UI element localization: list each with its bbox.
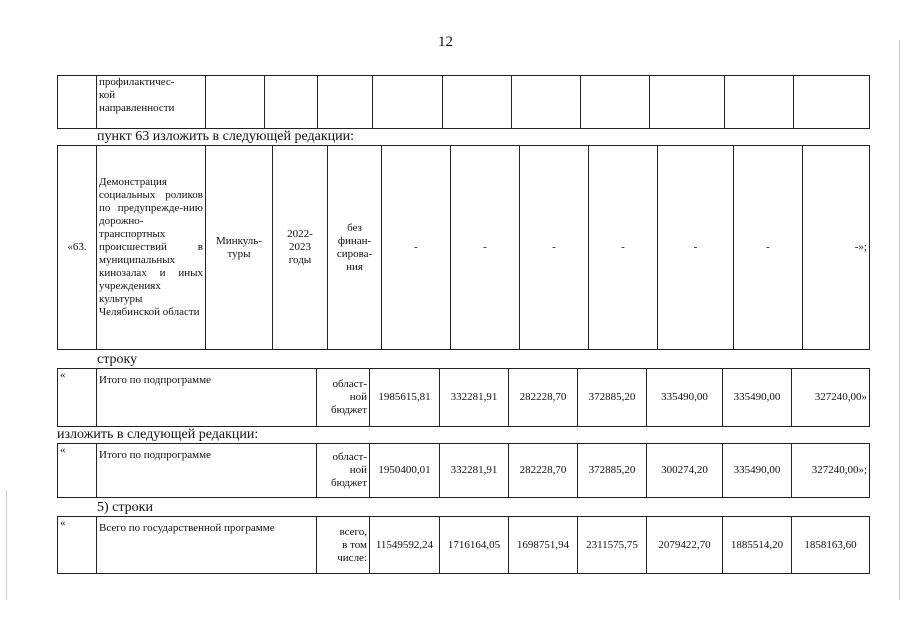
table-cell (206, 76, 265, 129)
value-cell: 300274,20 (647, 444, 723, 498)
row-name: профилактичес- кой направленности (97, 76, 206, 129)
value-cell: 1716164,05 (440, 517, 509, 574)
funding-source: без финан- сирова- ния (328, 146, 382, 350)
table-cell (265, 76, 318, 129)
table-row-new-total (57, 443, 870, 498)
quote-mark: « (58, 369, 97, 427)
value-cell: 282228,70 (509, 369, 578, 427)
value-cell: 1698751,94 (509, 517, 578, 574)
value-cell: - (451, 146, 520, 350)
table-row-program-total (57, 516, 870, 574)
value-cell: - (382, 146, 451, 350)
value-cell: 332281,91 (440, 369, 509, 427)
page-number: 12 (438, 34, 453, 50)
row-name: Итого по подпрограмме (97, 369, 317, 427)
value-cell: 327240,00» (792, 369, 870, 427)
value-cell: 1985615,81 (370, 369, 440, 427)
value-cell: 372885,20 (578, 444, 647, 498)
row-name: Всего по государственной программе (97, 517, 317, 574)
value-cell: - (734, 146, 803, 350)
table-cell (443, 76, 512, 129)
value-cell: 335490,00 (723, 444, 792, 498)
heading-paragraph-63: пункт 63 изложить в следующей редакции: (97, 129, 354, 144)
funding-source: област- ной бюджет (317, 369, 370, 427)
label-stroki: 5) строки (97, 500, 153, 515)
period: 2022- 2023 годы (273, 146, 328, 350)
value-cell: -»; (803, 146, 870, 350)
value-cell: 282228,70 (509, 444, 578, 498)
table-row-old-total (57, 368, 870, 427)
quote-mark: « (58, 517, 97, 574)
value-cell: 2079422,70 (647, 517, 723, 574)
value-cell: - (589, 146, 658, 350)
row-name: Итого по подпрограмме (97, 444, 317, 498)
row-number: «63. (58, 146, 97, 350)
table-cell (650, 76, 725, 129)
table-cell (58, 76, 97, 129)
table-row-63 (57, 145, 870, 350)
table-fragment-top (57, 75, 870, 129)
value-cell: 1950400,01 (370, 444, 440, 498)
table-cell (581, 76, 650, 129)
executor: Минкуль- туры (206, 146, 273, 350)
value-cell: 11549592,24 (370, 517, 440, 574)
value-cell: 372885,20 (578, 369, 647, 427)
value-cell: 335490,00 (723, 369, 792, 427)
row-name: Демонстрация социальных роликов по предупрежде-нию дорожно-транспортных происшествий в муниципальных кинозалах и иных учреждениях культуры Челябинской области (97, 146, 206, 350)
value-cell: 332281,91 (440, 444, 509, 498)
label-izlozhit: изложить в следующей редакции: (57, 427, 259, 442)
table-cell (318, 76, 373, 129)
value-cell: - (658, 146, 734, 350)
quote-mark: « (58, 444, 97, 498)
table-cell (725, 76, 794, 129)
table-cell (373, 76, 443, 129)
value-cell: 335490,00 (647, 369, 723, 427)
value-cell: - (520, 146, 589, 350)
value-cell: 1858163,60 (792, 517, 870, 574)
scan-edge (899, 40, 900, 600)
value-cell: 1885514,20 (723, 517, 792, 574)
value-cell: 327240,00»; (792, 444, 870, 498)
funding-source: област- ной бюджет (317, 444, 370, 498)
value-cell: 2311575,75 (578, 517, 647, 574)
scan-edge (6, 490, 7, 600)
funding-source: всего, в том числе: (317, 517, 370, 574)
table-cell (794, 76, 870, 129)
label-stroku: строку (97, 352, 138, 367)
table-cell (512, 76, 581, 129)
